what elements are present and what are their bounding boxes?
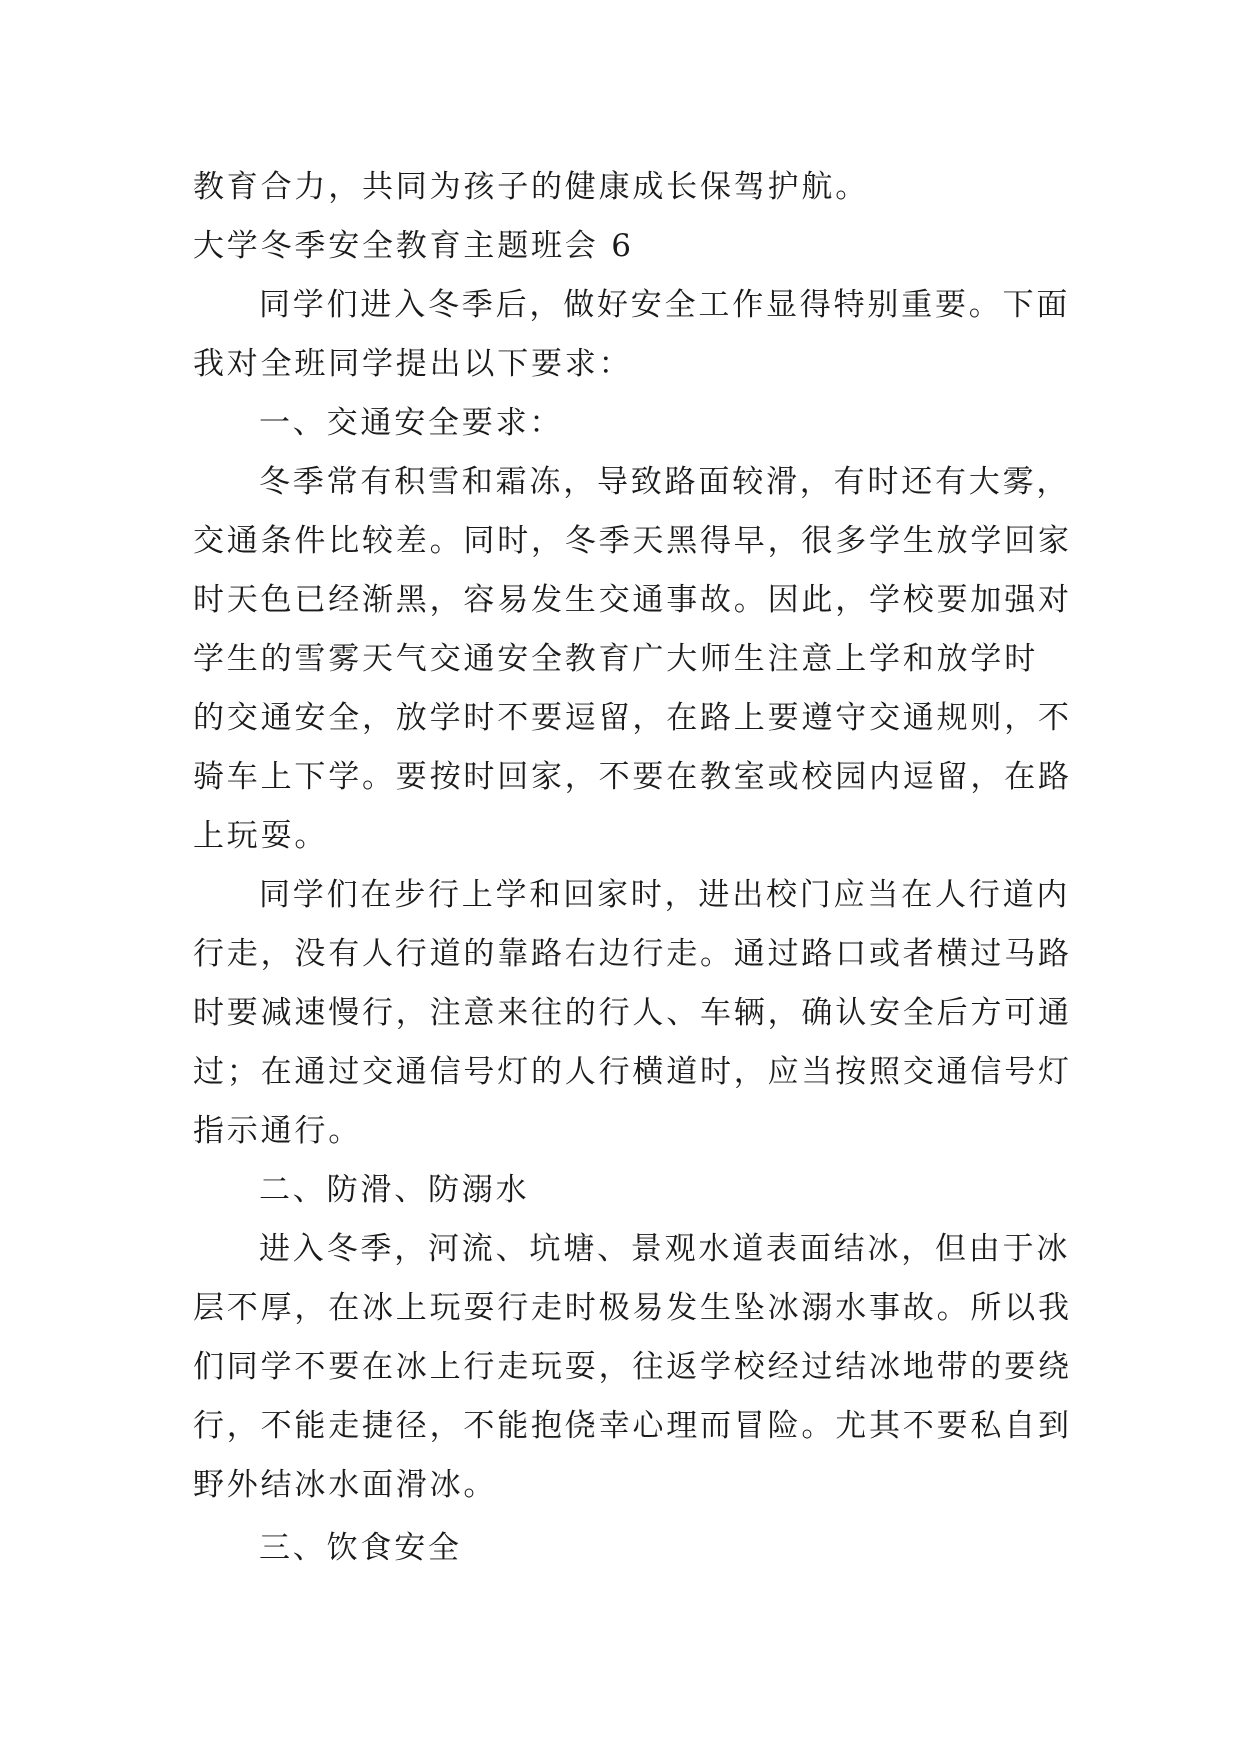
paragraph-line: 们同学不要在冰上行走玩耍，往返学校经过结冰地带的要绕 (193, 1349, 1072, 1385)
subsection-heading: 一、交通安全要求： (259, 405, 564, 441)
paragraph-line: 上玩耍。 (193, 818, 329, 854)
paragraph-line: 教育合力，共同为孩子的健康成长保驾护航。 (193, 169, 869, 205)
paragraph-line: 行走，没有人行道的靠路右边行走。通过路口或者横过马路 (193, 936, 1072, 972)
paragraph-line: 行，不能走捷径，不能抱侥幸心理而冒险。尤其不要私自到 (193, 1408, 1072, 1444)
section-heading: 大学冬季安全教育主题班会 6 (193, 228, 634, 264)
paragraph-line: 同学们在步行上学和回家时，进出校门应当在人行道内 (259, 877, 1071, 913)
paragraph-line: 的交通安全，放学时不要逗留，在路上要遵守交通规则，不 (193, 700, 1072, 736)
paragraph-line: 指示通行。 (193, 1113, 362, 1149)
paragraph-line: 层不厚，在冰上玩耍行走时极易发生坠冰溺水事故。所以我 (193, 1290, 1072, 1326)
subsection-heading: 二、防滑、防溺水 (259, 1172, 530, 1208)
paragraph-line: 学生的雪雾天气交通安全教育广大师生注意上学和放学时 (193, 641, 1038, 677)
paragraph-line: 时要减速慢行，注意来往的行人、车辆，确认安全后方可通 (193, 995, 1072, 1031)
paragraph-line: 野外结冰水面滑冰。 (193, 1467, 498, 1503)
paragraph-line: 冬季常有积雪和霜冻，导致路面较滑，有时还有大雾， (259, 464, 1071, 500)
document-body (193, 158, 1073, 1578)
paragraph-line: 过；在通过交通信号灯的人行横道时，应当按照交通信号灯 (193, 1054, 1072, 1090)
paragraph-line: 我对全班同学提出以下要求： (193, 346, 633, 382)
paragraph-line: 同学们进入冬季后，做好安全工作显得特别重要。下面 (259, 287, 1071, 323)
paragraph-line: 时天色已经渐黑，容易发生交通事故。因此，学校要加强对 (193, 582, 1072, 618)
paragraph-line: 交通条件比较差。同时，冬季天黑得早，很多学生放学回家 (193, 523, 1072, 559)
paragraph-line: 进入冬季，河流、坑塘、景观水道表面结冰，但由于冰 (259, 1231, 1071, 1267)
paragraph-line: 骑车上下学。要按时回家，不要在教室或校园内逗留，在路 (193, 759, 1072, 795)
subsection-heading: 三、饮食安全 (259, 1530, 462, 1566)
